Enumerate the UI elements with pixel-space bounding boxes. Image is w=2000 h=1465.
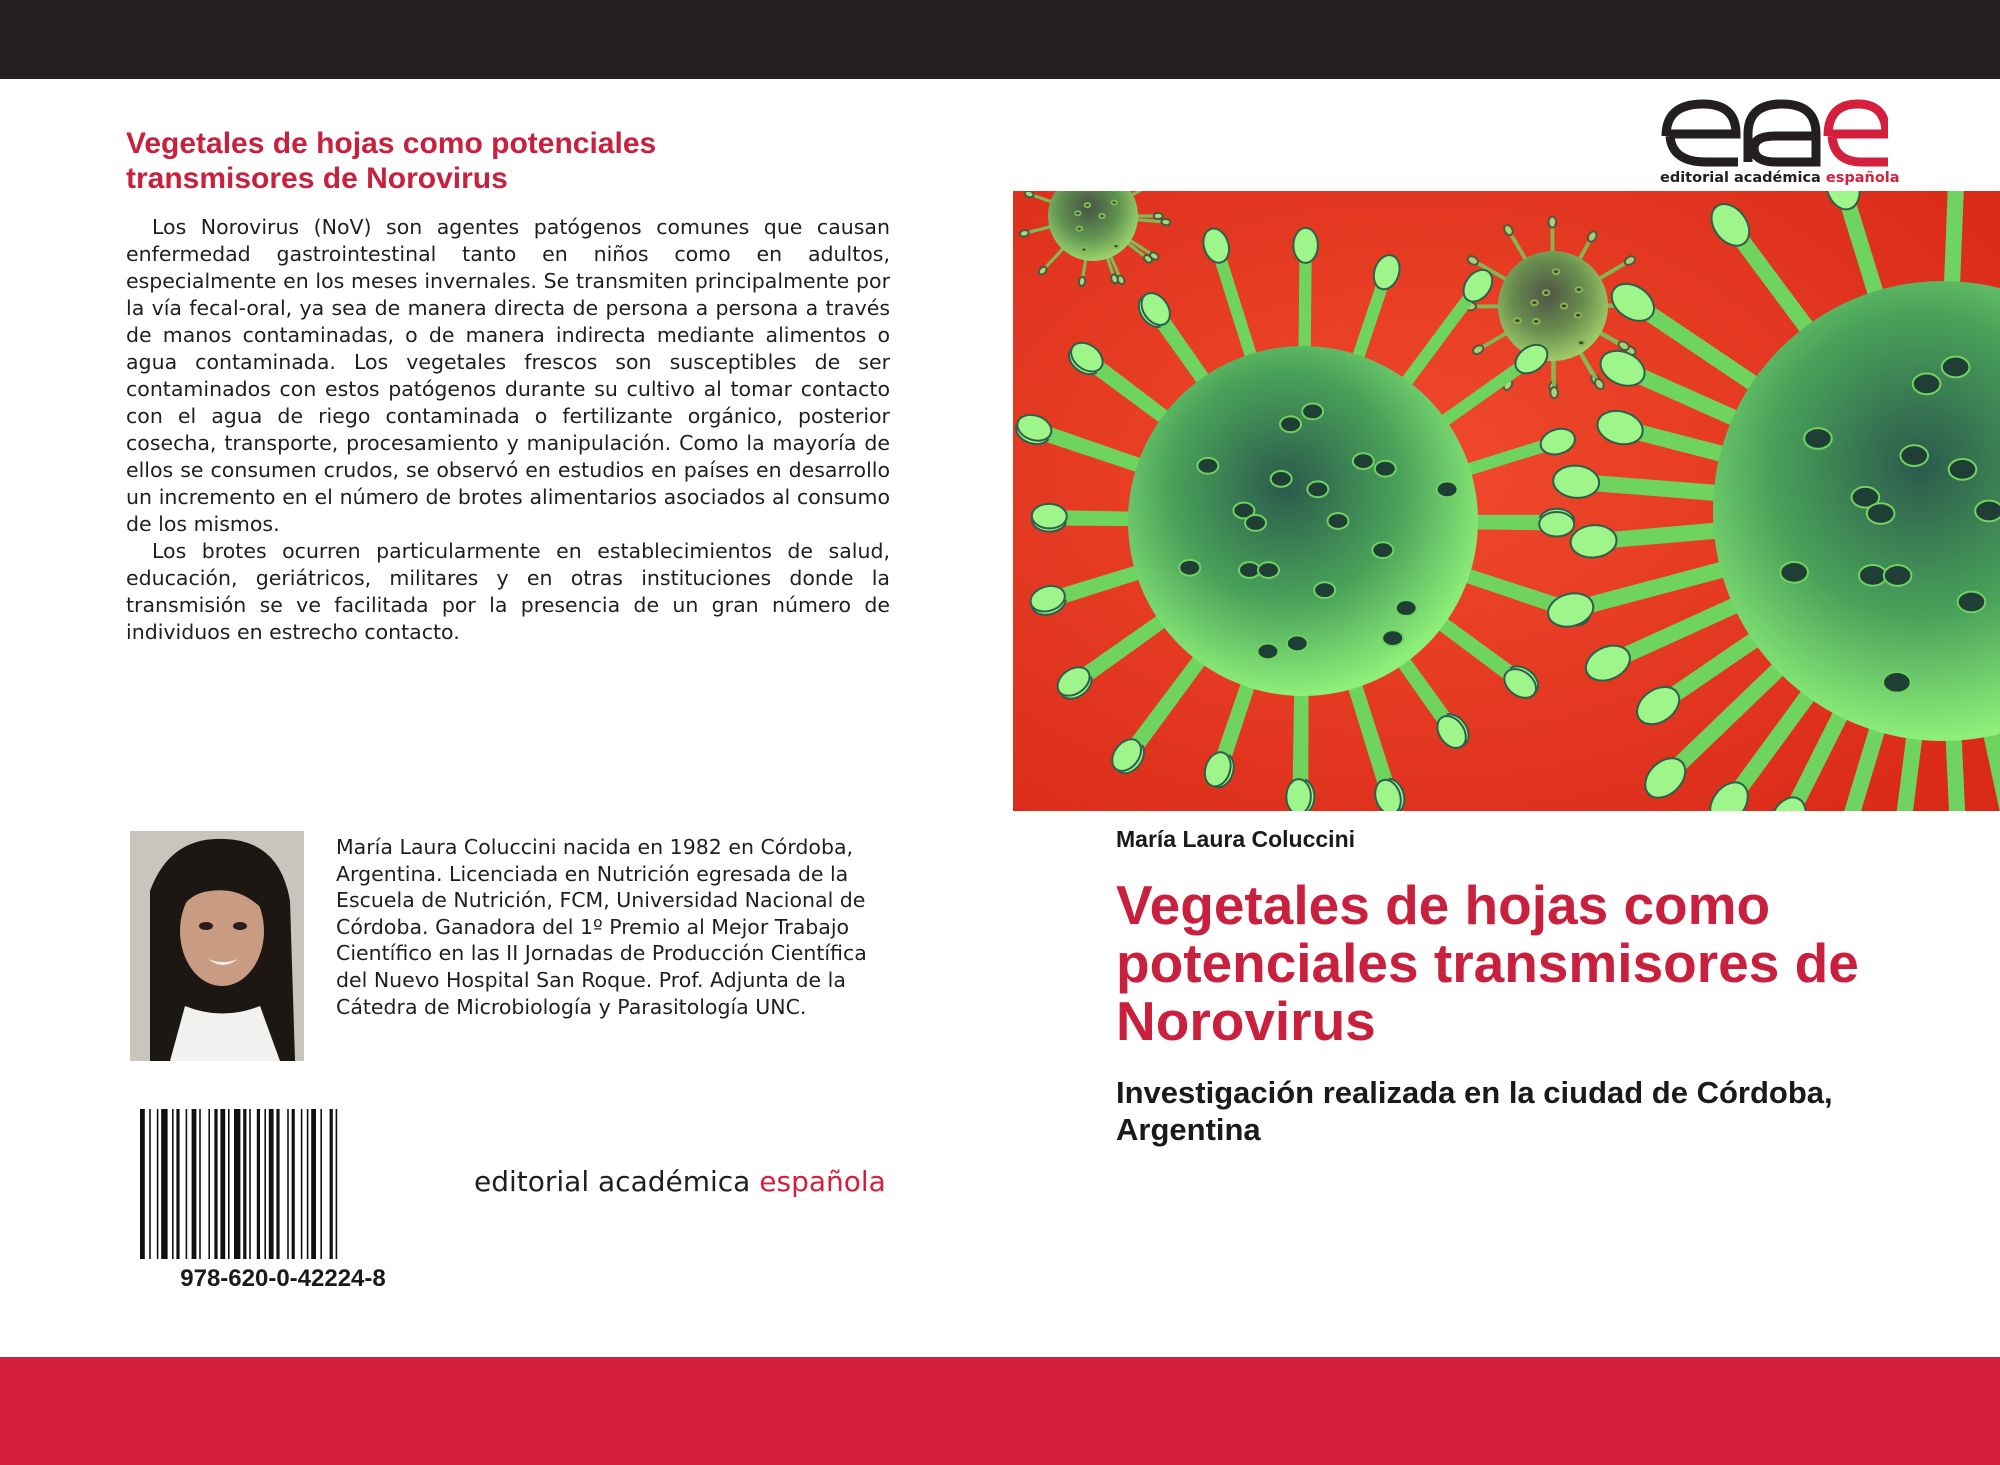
author-bio: María Laura Coluccini nacida en 1982 en Córdoba, Argentina. Licenciada en Nutrición egresada de la Escuela de Nutrición, FCM, Universidad Nacional de Córdoba. Ganadora del 1º Premio al Mejor Trabajo Científico en las II Jornadas de Producción Científica del Nuevo Hospital San Roque. Prof. Adjunta de la Cátedra de Microbiología y Parasitología UNC. [336, 835, 867, 1019]
barcode-bar [208, 1109, 210, 1259]
barcode-bar [292, 1109, 295, 1259]
logo-wordmark-main: editorial académica [1660, 170, 1826, 186]
author-photo [130, 831, 304, 1061]
barcode-bar [157, 1109, 159, 1259]
bottom-band [0, 1357, 2000, 1465]
barcode-bar [161, 1109, 167, 1259]
front-author-name: María Laura Coluccini [1116, 826, 1356, 852]
logo-wordmark [1660, 170, 1900, 186]
barcode-bar [149, 1109, 151, 1259]
publisher-name-main: editorial académica [474, 1165, 760, 1198]
publisher-name [474, 1165, 886, 1198]
blurb-paragraph: Los Norovirus (NoV) son agentes patógenos comunes que causan enfermedad gastrointestinal tanto en niños como en adultos, especialmente en los meses invernales. Se transmiten principalmente por la vía fecal-oral, ya sea de manera directa de persona a persona a través de manos contaminadas, o de manera indirecta mediante alimentos o agua contaminada. Los vegetales frescos son susceptibles de ser contaminados con estos patógenos durante su cultivo al tomar contacto con el agua de riego contaminada o fertilizante orgánico, posterior cosecha, transporte, procesamiento y manipulación. Como la mayoría de ellos se consumen crudos, se observó en estudios en países en desarrollo un incremento en el número de brotes alimentarios asociados al consumo de los mismos. [126, 215, 890, 536]
barcode-bar [243, 1109, 246, 1259]
barcode [138, 1109, 428, 1299]
barcode-bar [269, 1109, 274, 1259]
barcode-bar [330, 1109, 333, 1259]
cover-illustration [1013, 191, 2000, 811]
barcode-bar [192, 1109, 197, 1259]
logo-wordmark-accent: española [1825, 170, 1900, 186]
back-cover-title: Vegetales de hojas como potenciales transmisores de Norovirus [126, 127, 657, 195]
barcode-bar [228, 1109, 230, 1259]
barcode-bars [138, 1109, 428, 1259]
barcode-bar [301, 1109, 303, 1259]
barcode-bar [199, 1109, 201, 1259]
barcode-bar [249, 1109, 251, 1259]
top-band [0, 0, 2000, 79]
isbn-number: 978-620-0-42224-8 [180, 1265, 386, 1292]
barcode-bar [257, 1109, 260, 1259]
barcode-bar [140, 1109, 145, 1259]
barcode-bar [220, 1109, 225, 1259]
front-cover-title: Vegetales de hojas como potenciales transmisores de Norovirus [1116, 874, 1859, 1052]
front-cover-subtitle: Investigación realizada en la ciudad de Córdoba, Argentina [1116, 1075, 1833, 1147]
barcode-bar [276, 1109, 279, 1259]
barcode-bar [320, 1109, 322, 1259]
barcode-bar [186, 1109, 188, 1259]
blurb-paragraph: Los brotes ocurren particularmente en establecimientos de salud, educación, geriátricos, militares y en otras instituciones donde la transmisión se ve facilitada por la presencia de un gran número de individuos en estrecho contacto. [126, 539, 890, 644]
barcode-bar [234, 1109, 240, 1259]
barcode-bar [311, 1109, 316, 1259]
barcode-bar [336, 1109, 338, 1259]
back-cover-blurb [126, 214, 890, 646]
barcode-bar [176, 1109, 179, 1259]
barcode-bar [264, 1109, 266, 1259]
barcode-bar [172, 1109, 174, 1259]
barcode-bar [307, 1109, 309, 1259]
barcode-bar [214, 1109, 217, 1259]
barcode-bar [287, 1109, 289, 1259]
publisher-name-accent: española [759, 1165, 886, 1198]
